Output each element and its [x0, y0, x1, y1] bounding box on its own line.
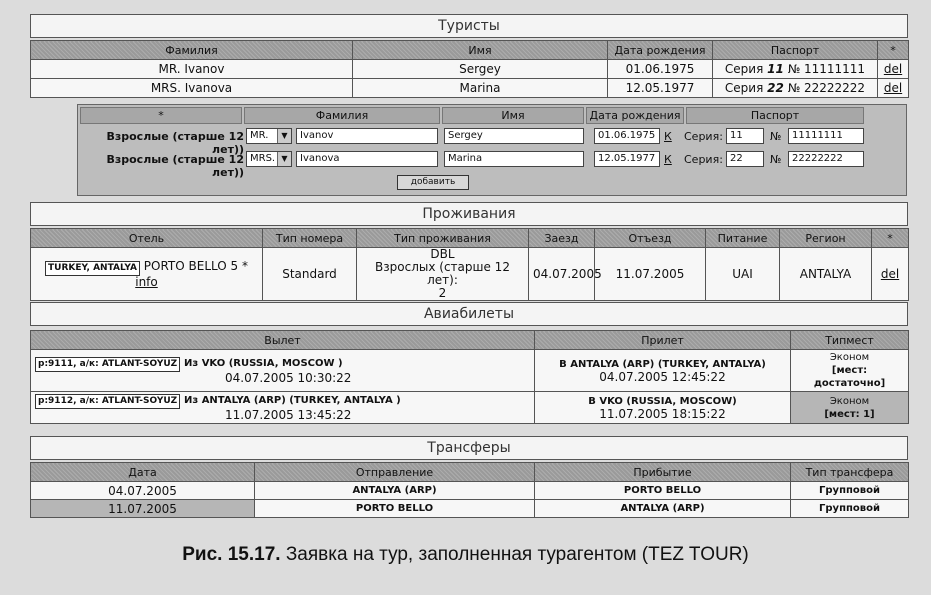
transfer-type: Групповой: [791, 500, 909, 518]
title-select[interactable]: MRS. ▼: [246, 151, 292, 167]
table-row: [31, 500, 909, 518]
surname-input[interactable]: Ivanov: [296, 128, 438, 144]
flights-section: [30, 302, 908, 328]
departure-place: Из ANTALYA (ARP) (TURKEY, ANTALYA ): [184, 395, 401, 406]
departure-cell: [31, 392, 535, 424]
delete-accommodation-link[interactable]: del: [872, 248, 909, 301]
room-type: Standard: [263, 248, 357, 301]
form-header-dob: Дата рождения: [586, 107, 684, 124]
arrival-time: 11.07.2005 18:15:22: [599, 407, 726, 421]
form-row: [78, 148, 906, 179]
stay-desc: Взрослых (старше 12 лет):: [375, 260, 510, 287]
stay-type: [357, 248, 529, 301]
table-row: [31, 79, 909, 98]
passport-number-input[interactable]: 11111111: [788, 128, 864, 144]
age-category-label: Взрослые (старше 12 лет)): [106, 130, 244, 156]
col-region: Регион: [780, 229, 872, 248]
transfer-to: PORTO BELLO: [535, 482, 791, 500]
calendar-link[interactable]: К: [664, 130, 672, 143]
flight-tag: p:9111, a/к: ATLANT-SOYUZ: [35, 357, 180, 372]
title-select[interactable]: MR. ▼: [246, 128, 292, 144]
surname-input[interactable]: Ivanova: [296, 151, 438, 167]
add-tourist-form: [77, 104, 907, 196]
accommodation-title: Проживания: [30, 202, 908, 226]
col-checkin: Заезд: [529, 229, 595, 248]
tourist-surname: MRS. Ivanova: [31, 79, 353, 98]
form-header-star: *: [80, 107, 242, 124]
accommodation-section: [30, 202, 908, 301]
col-from: Отправление: [255, 463, 535, 482]
table-row: [31, 248, 909, 301]
stay-code: DBL: [430, 247, 455, 261]
departure-place: Из VKO (RUSSIA, MOSCOW ): [184, 358, 343, 369]
arrival-time: 04.07.2005 12:45:22: [599, 370, 726, 384]
transfer-from: PORTO BELLO: [255, 500, 535, 518]
series-input[interactable]: 22: [726, 151, 764, 167]
form-header-passport: Паспорт: [686, 107, 864, 124]
col-stay-type: Тип проживания: [357, 229, 529, 248]
passport-prefix: Серия: [724, 81, 764, 95]
tourists-table: [30, 40, 909, 98]
hotel-cell: [31, 248, 263, 301]
hotel-info-link[interactable]: info: [135, 274, 158, 289]
col-transfer-type: Тип трансфера: [791, 463, 909, 482]
departure-cell: [31, 350, 535, 392]
series-label: Серия:: [684, 153, 723, 166]
accommodation-table: [30, 228, 909, 301]
seat-class-cell: [791, 392, 909, 424]
tourists-title: Туристы: [30, 14, 908, 38]
seat-class: Эконом: [829, 352, 870, 363]
flights-header-row: [31, 331, 909, 350]
chevron-down-icon: ▼: [277, 129, 291, 143]
number-label: №: [770, 153, 782, 166]
form-header-surname: Фамилия: [244, 107, 440, 124]
tourists-section: [30, 14, 908, 98]
table-row: [31, 350, 909, 392]
region: ANTALYA: [780, 248, 872, 301]
departure-time: 11.07.2005 13:45:22: [225, 408, 352, 422]
passport-number-input[interactable]: 22222222: [788, 151, 864, 167]
table-row: [31, 482, 909, 500]
tourists-header-row: [31, 41, 909, 60]
col-surname: Фамилия: [31, 41, 353, 60]
calendar-link[interactable]: К: [664, 153, 672, 166]
col-room-type: Тип номера: [263, 229, 357, 248]
col-date: Дата: [31, 463, 255, 482]
passport-series: 22: [767, 81, 784, 95]
transfer-type: Групповой: [791, 482, 909, 500]
col-actions: *: [878, 41, 909, 60]
delete-tourist-link[interactable]: del: [878, 60, 909, 79]
series-label: Серия:: [684, 130, 723, 143]
tourist-name: Marina: [353, 79, 608, 98]
seat-class: Эконом: [829, 395, 870, 407]
arrival-cell: [535, 350, 791, 392]
flight-tag: p:9112, a/к: ATLANT-SOYUZ: [35, 394, 180, 409]
col-checkout: Отъезд: [595, 229, 706, 248]
col-actions: *: [872, 229, 909, 248]
transfer-from: ANTALYA (ARP): [255, 482, 535, 500]
name-input[interactable]: Sergey: [444, 128, 584, 144]
seat-class-cell: [791, 350, 909, 392]
col-passport: Паспорт: [713, 41, 878, 60]
seat-availability: [мест:: [831, 365, 868, 376]
arrival-cell: [535, 392, 791, 424]
flights-table: [30, 330, 909, 424]
checkin-date: 04.07.2005: [529, 248, 595, 301]
number-label: №: [770, 130, 782, 143]
stay-count: 2: [438, 286, 447, 300]
passport-series: 11: [767, 62, 784, 76]
form-row: [78, 125, 906, 156]
transfers-table: [30, 462, 909, 518]
delete-tourist-link[interactable]: del: [878, 79, 909, 98]
age-category-label: Взрослые (старше 12 лет)): [106, 153, 244, 179]
country-tag: TURKEY, ANTALYA: [45, 261, 140, 276]
col-name: Имя: [353, 41, 608, 60]
table-row: [31, 392, 909, 424]
col-to: Прибытие: [535, 463, 791, 482]
figure-caption: [0, 544, 931, 566]
arrival-place: В ANTALYA (ARP) (TURKEY, ANTALYA): [559, 359, 766, 370]
name-input[interactable]: Marina: [444, 151, 584, 167]
series-input[interactable]: 11: [726, 128, 764, 144]
col-dob: Дата рождения: [608, 41, 713, 60]
transfer-date: 04.07.2005: [31, 482, 255, 500]
hotel-name: PORTO BELLO 5 *: [143, 258, 248, 273]
col-arrival: Прилет: [535, 331, 791, 350]
col-hotel: Отель: [31, 229, 263, 248]
transfer-date: 11.07.2005: [31, 500, 255, 518]
form-header-name: Имя: [442, 107, 584, 124]
tourist-surname: MR. Ivanov: [31, 60, 353, 79]
departure-time: 04.07.2005 10:30:22: [225, 371, 352, 385]
flights-title: Авиабилеты: [30, 302, 908, 326]
passport-number: № 11111111: [787, 62, 866, 76]
seat-availability: [мест: 1]: [824, 408, 875, 420]
figure-label: Рис. 15.17.: [182, 544, 281, 565]
dob-input[interactable]: 01.06.1975: [594, 128, 660, 144]
tourist-passport: [713, 60, 878, 79]
col-seat-type: Типмест: [791, 331, 909, 350]
transfer-to: ANTALYA (ARP): [535, 500, 791, 518]
figure-text: Заявка на тур, заполненная турагентом (TEZ TOUR): [280, 544, 749, 565]
dob-input[interactable]: 12.05.1977: [594, 151, 660, 167]
chevron-down-icon: ▼: [277, 152, 291, 166]
transfers-section: [30, 436, 908, 462]
passport-number: № 22222222: [787, 81, 866, 95]
passport-prefix: Серия: [724, 62, 764, 76]
transfers-header-row: [31, 463, 909, 482]
table-row: [31, 60, 909, 79]
accommodation-header-row: [31, 229, 909, 248]
seat-availability-status: достаточно]: [813, 378, 886, 389]
col-meal: Питание: [706, 229, 780, 248]
checkout-date: 11.07.2005: [595, 248, 706, 301]
arrival-place: В VKO (RUSSIA, MOSCOW): [588, 396, 737, 407]
transfers-title: Трансферы: [30, 436, 908, 460]
meal-plan: UAI: [706, 248, 780, 301]
col-departure: Вылет: [31, 331, 535, 350]
tourist-dob: 01.06.1975: [608, 60, 713, 79]
tourist-dob: 12.05.1977: [608, 79, 713, 98]
tourist-name: Sergey: [353, 60, 608, 79]
add-button[interactable]: добавить: [397, 175, 469, 190]
tourist-passport: [713, 79, 878, 98]
